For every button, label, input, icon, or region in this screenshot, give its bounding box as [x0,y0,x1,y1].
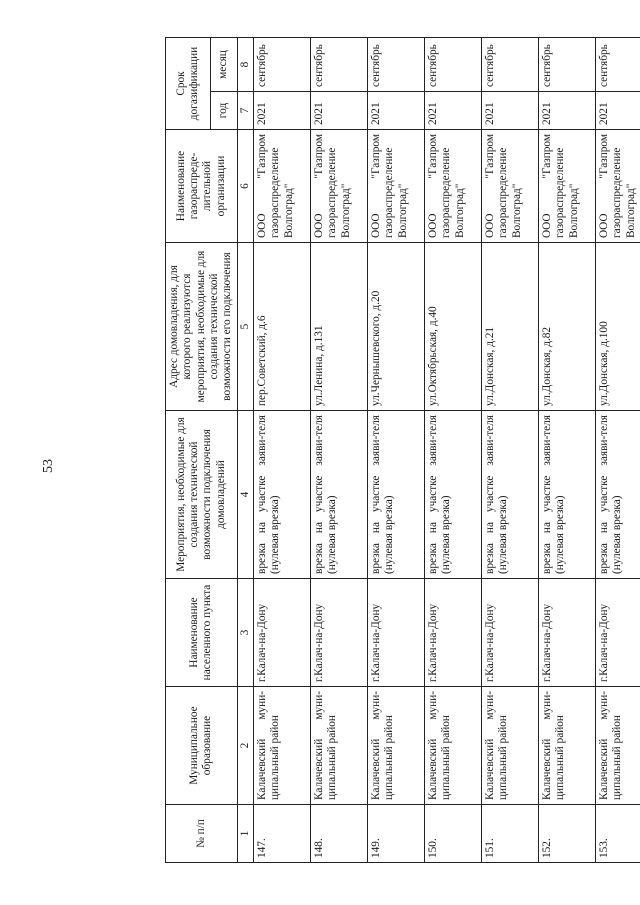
address-cell: ул.Донская, д.82 [538,243,595,411]
column-number: 2 [237,687,253,805]
measures-cell: врезка на участке заяви-теля (нулевая врезка) [481,411,538,579]
address-cell: ул.Ленина, д.131 [310,243,367,411]
table-row [481,38,538,863]
organization-cell: ООО "Газпром газораспределение Волгоград" [367,130,424,243]
column-numbers-row [237,38,253,863]
measures-cell: врезка на участке заяви-теля (нулевая врезка) [310,411,367,579]
measures-cell: врезка на участке заяви-теля (нулевая врезка) [538,411,595,579]
year-cell: 2021 [310,92,367,130]
settlement-cell: г.Калач-на-Дону [367,579,424,687]
column-number: 3 [237,579,253,687]
month-cell: сентябрь [481,38,538,92]
column-number: 1 [237,805,253,863]
organization-cell: ООО "Газпром газораспределение Волгоград" [424,130,481,243]
rotated-table-wrapper [165,38,640,863]
table-header [166,38,254,863]
header-year: год [211,92,237,130]
month-cell: сентябрь [310,38,367,92]
gasification-table [165,37,640,863]
row-number: 152. [538,805,595,863]
municipality-cell: Калачевский муни-ципальный район [595,687,640,805]
year-cell: 2021 [424,92,481,130]
year-cell: 2021 [595,92,640,130]
row-number: 148. [310,805,367,863]
organization-cell: ООО "Газпром газораспределение Волгоград" [253,130,310,243]
settlement-cell: г.Калач-на-Дону [424,579,481,687]
address-cell: пер.Советский, д.6 [253,243,310,411]
measures-cell: врезка на участке заяви-теля (нулевая врезка) [424,411,481,579]
table-row [424,38,481,863]
municipality-cell: Калачевский муни-ципальный район [481,687,538,805]
organization-cell: ООО "Газпром газораспределение Волгоград" [538,130,595,243]
row-number: 151. [481,805,538,863]
table-row [595,38,640,863]
row-number: 150. [424,805,481,863]
municipality-cell: Калачевский муни-ципальный район [424,687,481,805]
measures-cell: врезка на участке заяви-теля (нулевая врезка) [595,411,640,579]
page-number: 53 [41,459,56,473]
row-number: 149. [367,805,424,863]
header-organization: Наименование газораспреде-лительной организации [166,130,238,243]
year-cell: 2021 [538,92,595,130]
header-num: № п/п [166,805,238,863]
organization-cell: ООО "Газпром газораспределение Волгоград" [310,130,367,243]
year-cell: 2021 [367,92,424,130]
column-number: 6 [237,130,253,243]
header-measures: Мероприятия, необходимые для создания технической возможности подключения домовладений [166,411,238,579]
header-municipality: Муниципальное образование [166,687,238,805]
address-cell: ул.Донская, д.100 [595,243,640,411]
settlement-cell: г.Калач-на-Дону [253,579,310,687]
table-row [253,38,310,863]
settlement-cell: г.Калач-на-Дону [595,579,640,687]
municipality-cell: Калачевский муни-ципальный район [538,687,595,805]
header-address: Адрес домовладения, для которого реализуются мероприятия, необходимые для создания технической возможности его подключения [166,243,238,411]
municipality-cell: Калачевский муни-ципальный район [253,687,310,805]
municipality-cell: Калачевский муни-ципальный район [367,687,424,805]
settlement-cell: г.Калач-на-Дону [481,579,538,687]
table-row [538,38,595,863]
column-number: 5 [237,243,253,411]
row-number: 153. [595,805,640,863]
row-number: 147. [253,805,310,863]
table-body [253,38,640,863]
year-cell: 2021 [481,92,538,130]
organization-cell: ООО "Газпром газораспределение Волгоград" [595,130,640,243]
address-cell: ул.Донская, д.21 [481,243,538,411]
month-cell: сентябрь [595,38,640,92]
table-row [367,38,424,863]
column-number: 4 [237,411,253,579]
address-cell: ул.Октябрьская, д.40 [424,243,481,411]
month-cell: сентябрь [424,38,481,92]
address-cell: ул.Чернышевского, д.20 [367,243,424,411]
organization-cell: ООО "Газпром газораспределение Волгоград" [481,130,538,243]
month-cell: сентябрь [367,38,424,92]
month-cell: сентябрь [538,38,595,92]
header-month: месяц [211,38,237,92]
municipality-cell: Калачевский муни-ципальный район [310,687,367,805]
year-cell: 2021 [253,92,310,130]
table-row [310,38,367,863]
column-number: 7 [237,92,253,130]
settlement-cell: г.Калач-на-Дону [310,579,367,687]
measures-cell: врезка на участке заяви-теля (нулевая врезка) [367,411,424,579]
measures-cell: врезка на участке заяви-теля (нулевая врезка) [253,411,310,579]
header-deadline: Срок догазификации [166,38,211,130]
month-cell: сентябрь [253,38,310,92]
settlement-cell: г.Калач-на-Дону [538,579,595,687]
column-number: 8 [237,38,253,92]
header-settlement: Наименование населенного пункта [166,579,238,687]
